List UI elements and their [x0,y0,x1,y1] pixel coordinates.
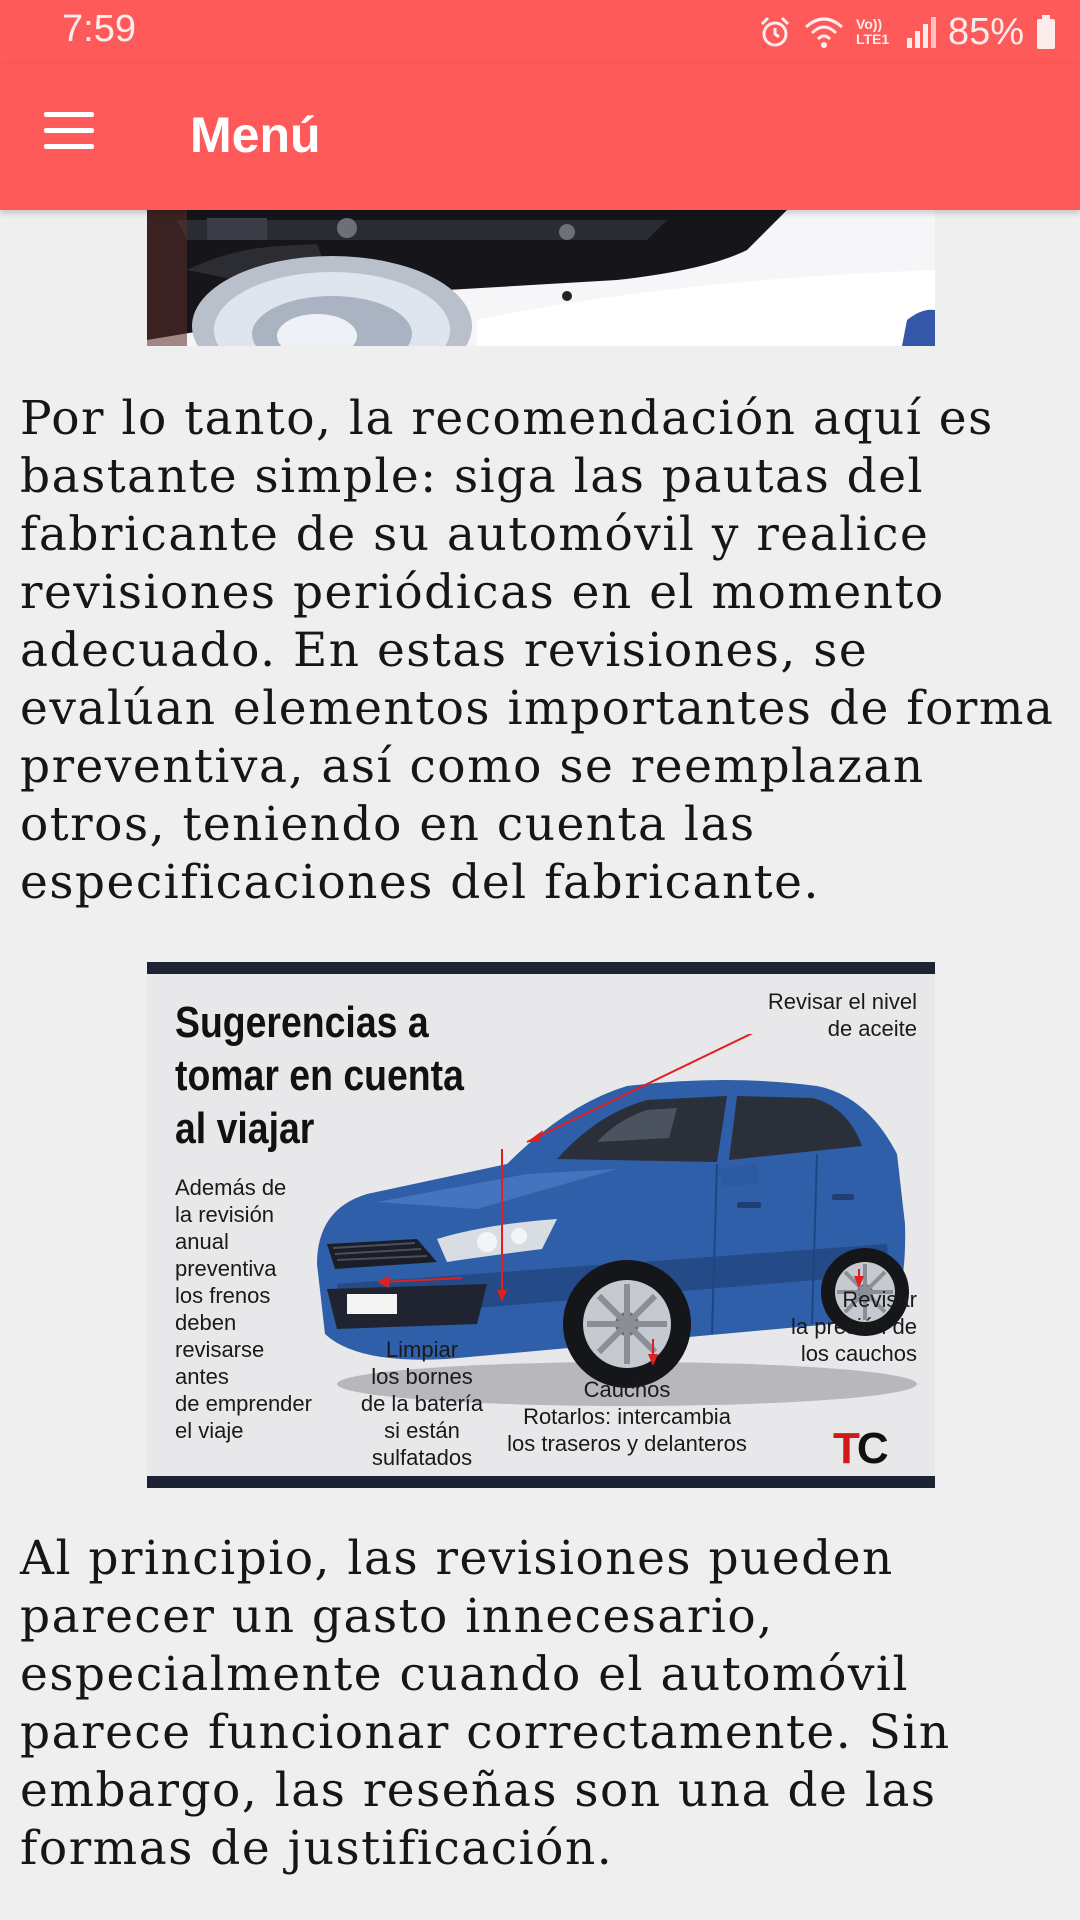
status-bar [0,0,1080,64]
app-bar-title: Menú [190,107,321,163]
logo-letter-t: T [833,1424,857,1473]
label-presion-cauchos: Revisar la presión de los cauchos [791,1287,917,1366]
label-bornes-bateria: Limpiar los bornes de la batería si están sulfatados [360,1337,484,1470]
app-bar [0,64,1080,210]
article-paragraph-2: Al principio, las revisiones pueden parecer un gasto innecesario, especialmente cuando el automóvil parece funcionar correctamente. Sin embargo, las reseñas son una de las formas de justificación. [20,1531,951,1876]
label-nivel-aceite: Revisar el nivel de aceite [767,989,917,1041]
label-frenos: Además de la revisión anual preventiva los frenos deben revisarse antes de emprender el viaje [175,1175,312,1443]
network-label: Vo)) LTE1 [855,16,890,47]
alarm-icon [758,15,792,49]
signal-icon [906,16,936,48]
tc-logo [833,1424,886,1474]
status-icons [758,8,1056,56]
battery-icon [1036,15,1056,49]
article-paragraph-1: Por lo tanto, la recomendación aquí es bastante simple: siga las pautas del fabricante de su automóvil y realice revisiones periódicas en el momento adecuado. En estas revisiones, se evalúan elementos importantes de forma preventiva, así como se reemplazan otros, teniendo en cuenta las especificaciones del fabricante. [20,391,1055,910]
label-cauchos: Cauchos Rotarlos: intercambia los traseros y delanteros [507,1377,747,1456]
article-image-engine [147,210,935,346]
article-image-infographic [147,962,935,1488]
battery-percent: 85% [947,10,1024,53]
logo-letter-c: C [856,1424,886,1473]
wifi-icon [804,15,844,49]
infographic-title: Sugerencias a tomar en cuenta al viajar [175,998,464,1153]
status-time: 7:59 [62,8,136,50]
article-content[interactable] [0,210,1080,1920]
hamburger-menu-icon[interactable] [44,112,96,152]
